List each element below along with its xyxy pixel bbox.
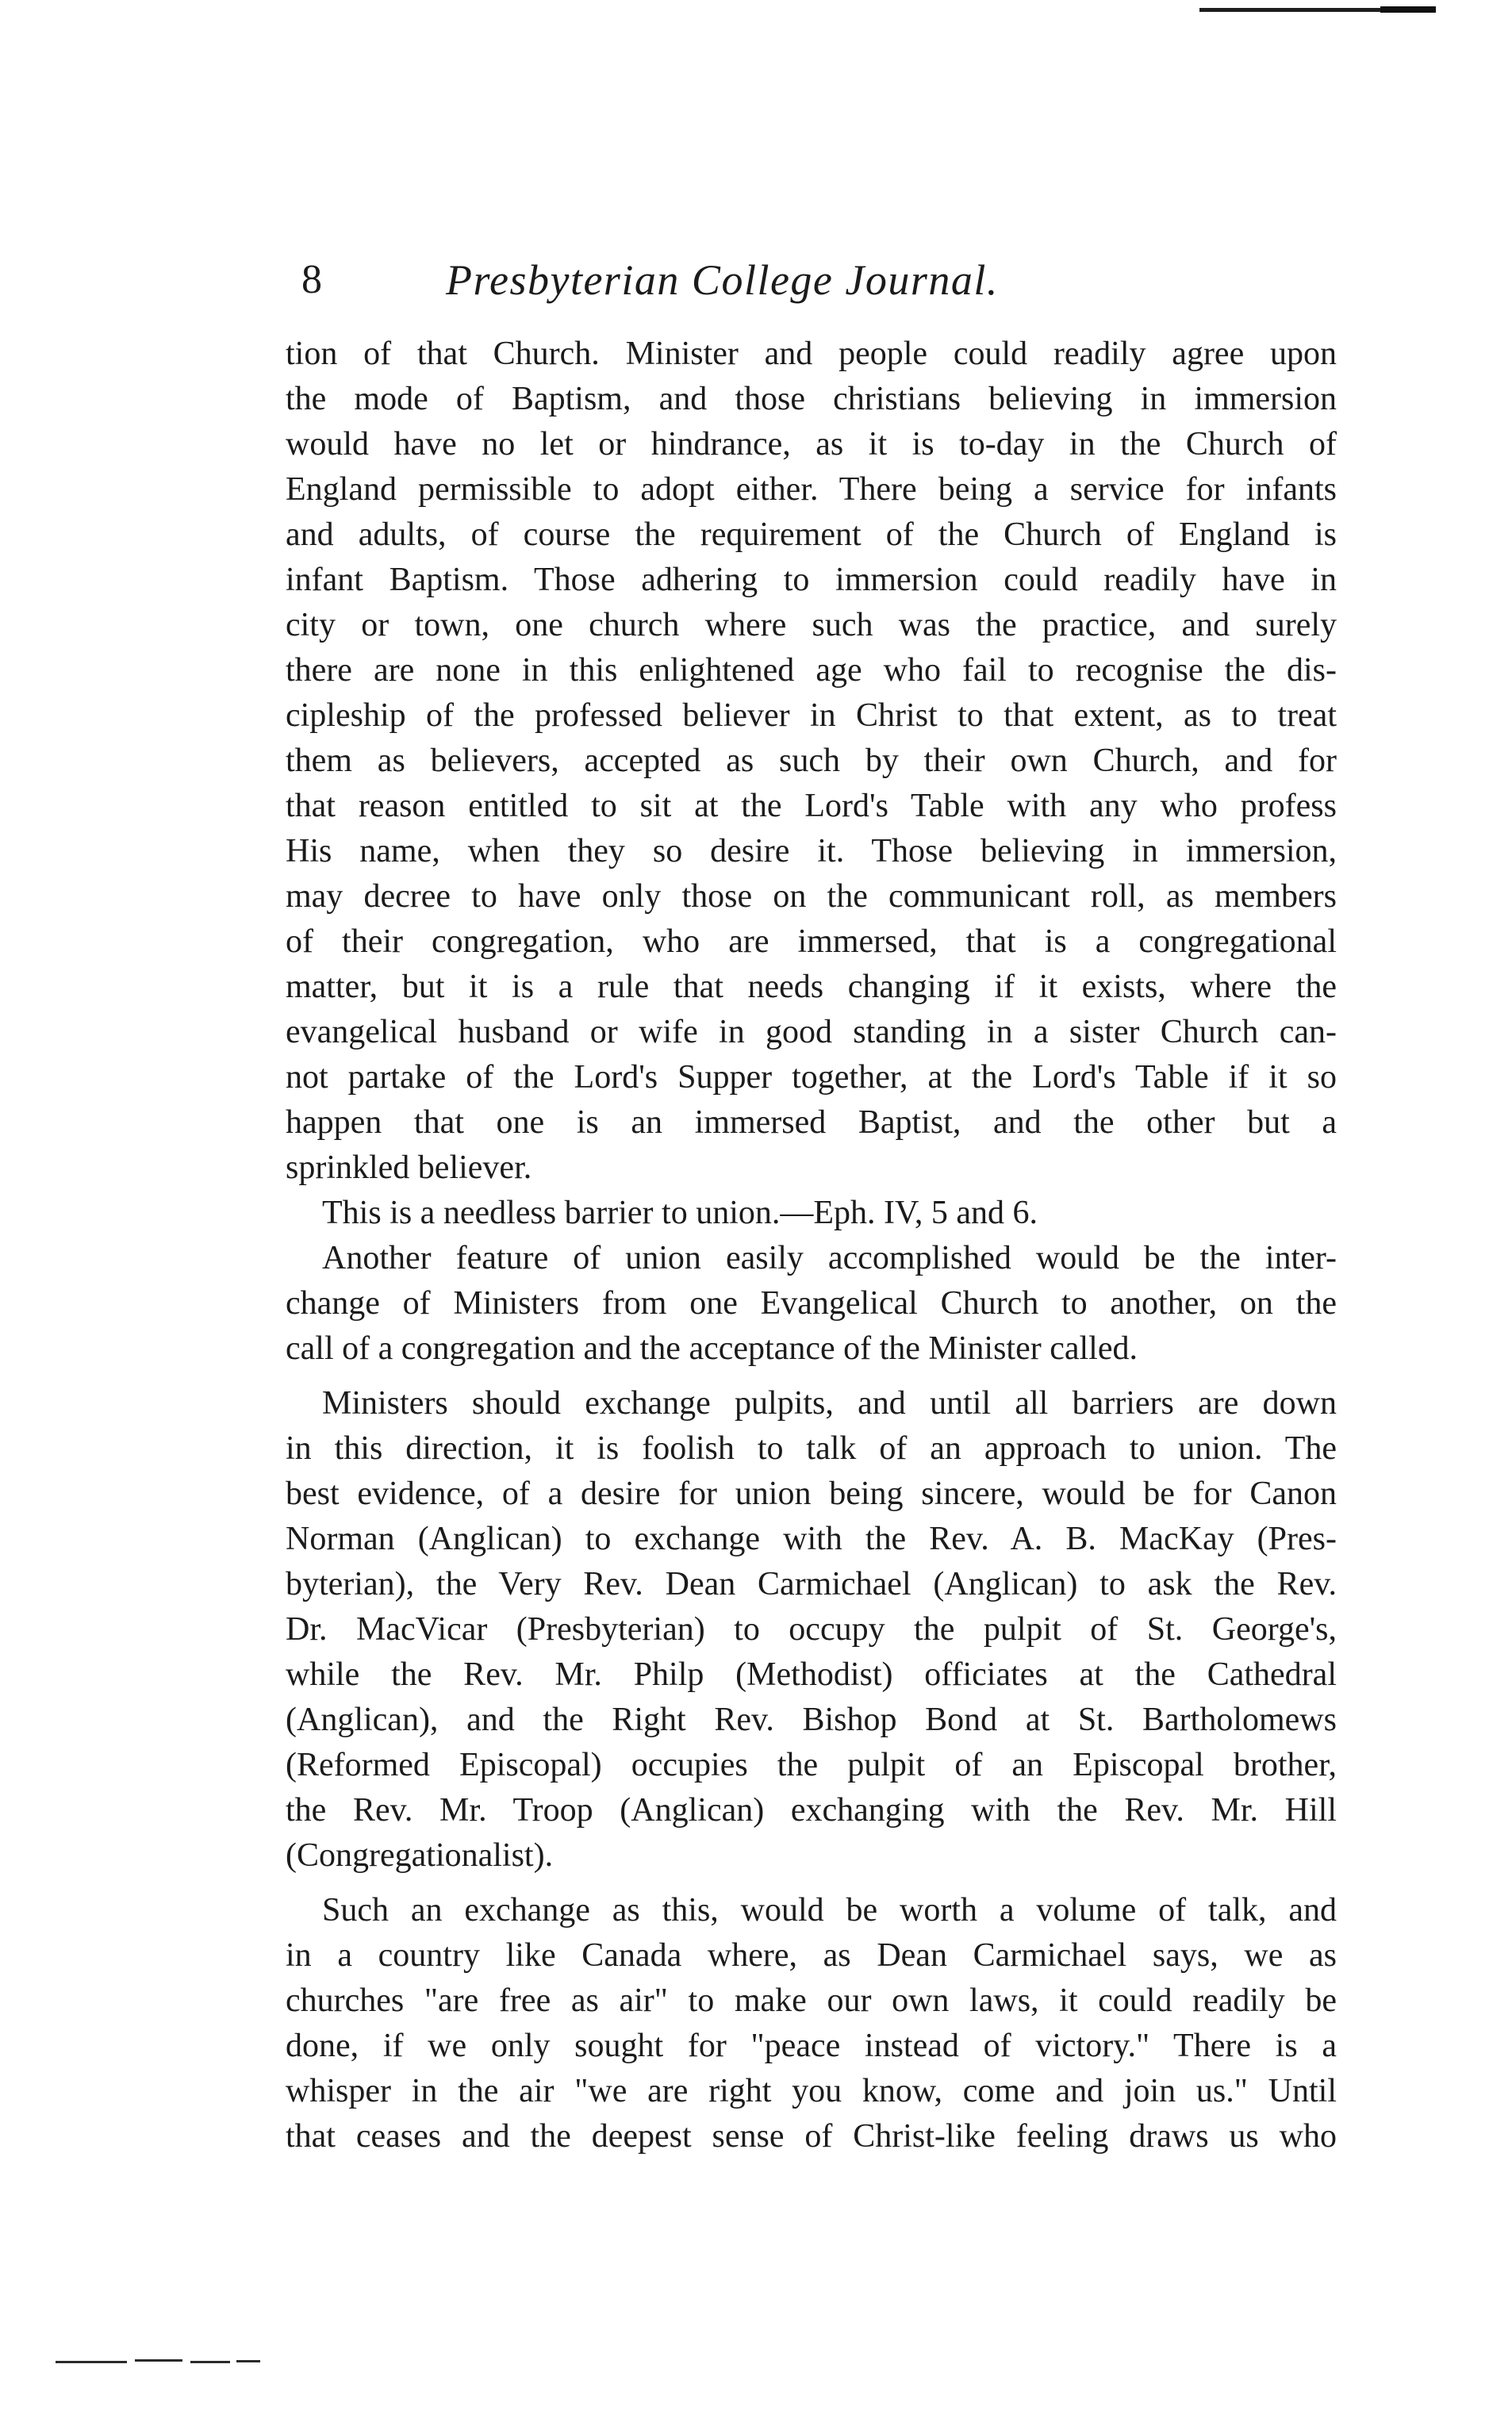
text-line: done, if we only sought for "peace instead of victory." There is a	[286, 2028, 1337, 2064]
text-line: them as believers, accepted as such by their own Church, and for	[286, 743, 1337, 779]
text-line: sprinkled believer.	[286, 1149, 532, 1186]
text-line: Another feature of union easily accomplished would be the inter-	[322, 1240, 1337, 1276]
text-line: (Congregationalist).	[286, 1837, 554, 1874]
running-head	[301, 252, 1333, 316]
text-line: in this direction, it is foolish to talk of an approach to union. The	[286, 1430, 1337, 1467]
text-line: would have no let or hindrance, as it is to-day in the Church of	[286, 426, 1337, 462]
text-line: while the Rev. Mr. Philp (Methodist) officiates at the Cathedral	[286, 1656, 1337, 1693]
text-line: change of Ministers from one Evangelical Church to another, on the	[286, 1285, 1337, 1322]
paragraph-gap	[286, 1879, 1337, 1888]
text-line: best evidence, of a desire for union being sincere, would be for Canon	[286, 1476, 1337, 1512]
text-line: Dr. MacVicar (Presbyterian) to occupy the pulpit of St. George's,	[286, 1611, 1337, 1648]
text-line: in a country like Canada where, as Dean Carmichael says, we as	[286, 1937, 1337, 1974]
text-line: infant Baptism. Those adhering to immersion could readily have in	[286, 562, 1337, 598]
text-line: of their congregation, who are immersed, that is a congregational	[286, 923, 1337, 960]
text-line: cipleship of the professed believer in Christ to that extent, as to treat	[286, 697, 1337, 734]
text-line: byterian), the Very Rev. Dean Carmichael (Anglican) to ask the Rev.	[286, 1566, 1337, 1602]
text-line: Ministers should exchange pulpits, and until all barriers are down	[322, 1385, 1337, 1422]
text-line: there are none in this enlightened age who fail to recognise the dis-	[286, 652, 1337, 689]
text-line: and adults, of course the requirement of the Church of England is	[286, 516, 1337, 553]
journal-title: Presbyterian College Journal.	[446, 256, 999, 304]
text-line: not partake of the Lord's Supper together, at the Lord's Table if it so	[286, 1059, 1337, 1096]
body-text	[286, 332, 1337, 2159]
text-line: call of a congregation and the acceptance of the Minister called.	[286, 1330, 1138, 1367]
paragraph-gap	[286, 1372, 1337, 1381]
page-number: 8	[301, 257, 322, 302]
text-line: This is a needless barrier to union.—Eph. IV, 5 and 6.	[322, 1195, 1038, 1231]
text-line: city or town, one church where such was the practice, and surely	[286, 607, 1337, 643]
text-line: whisper in the air "we are right you know, come and join us." Until	[286, 2073, 1337, 2109]
text-line: churches "are free as air" to make our own laws, it could readily be	[286, 1982, 1337, 2019]
text-line: evangelical husband or wife in good standing in a sister Church can-	[286, 1014, 1337, 1050]
text-line: England permissible to adopt either. There being a service for infants	[286, 471, 1337, 508]
text-line: matter, but it is a rule that needs changing if it exists, where the	[286, 969, 1337, 1005]
text-line: tion of that Church. Minister and people could readily agree upon	[286, 336, 1337, 372]
text-line: happen that one is an immersed Baptist, and the other but a	[286, 1104, 1337, 1141]
text-line: may decree to have only those on the communicant roll, as members	[286, 878, 1337, 915]
text-line: Norman (Anglican) to exchange with the Rev. A. B. MacKay (Pres-	[286, 1521, 1337, 1557]
text-line: the Rev. Mr. Troop (Anglican) exchanging with the Rev. Mr. Hill	[286, 1792, 1337, 1829]
text-line: that reason entitled to sit at the Lord's Table with any who profess	[286, 788, 1337, 824]
text-line: (Reformed Episcopal) occupies the pulpit of an Episcopal brother,	[286, 1747, 1337, 1783]
text-line: (Anglican), and the Right Rev. Bishop Bond at St. Bartholomews	[286, 1702, 1337, 1738]
text-line: that ceases and the deepest sense of Christ-like feeling draws us who	[286, 2118, 1337, 2155]
top-rule-heavy	[1380, 6, 1436, 13]
text-line: Such an exchange as this, would be worth a volume of talk, and	[322, 1892, 1337, 1929]
text-line: His name, when they so desire it. Those believing in immersion,	[286, 833, 1337, 869]
text-line: the mode of Baptism, and those christians believing in immersion	[286, 381, 1337, 417]
footer-smudge	[56, 2355, 294, 2367]
